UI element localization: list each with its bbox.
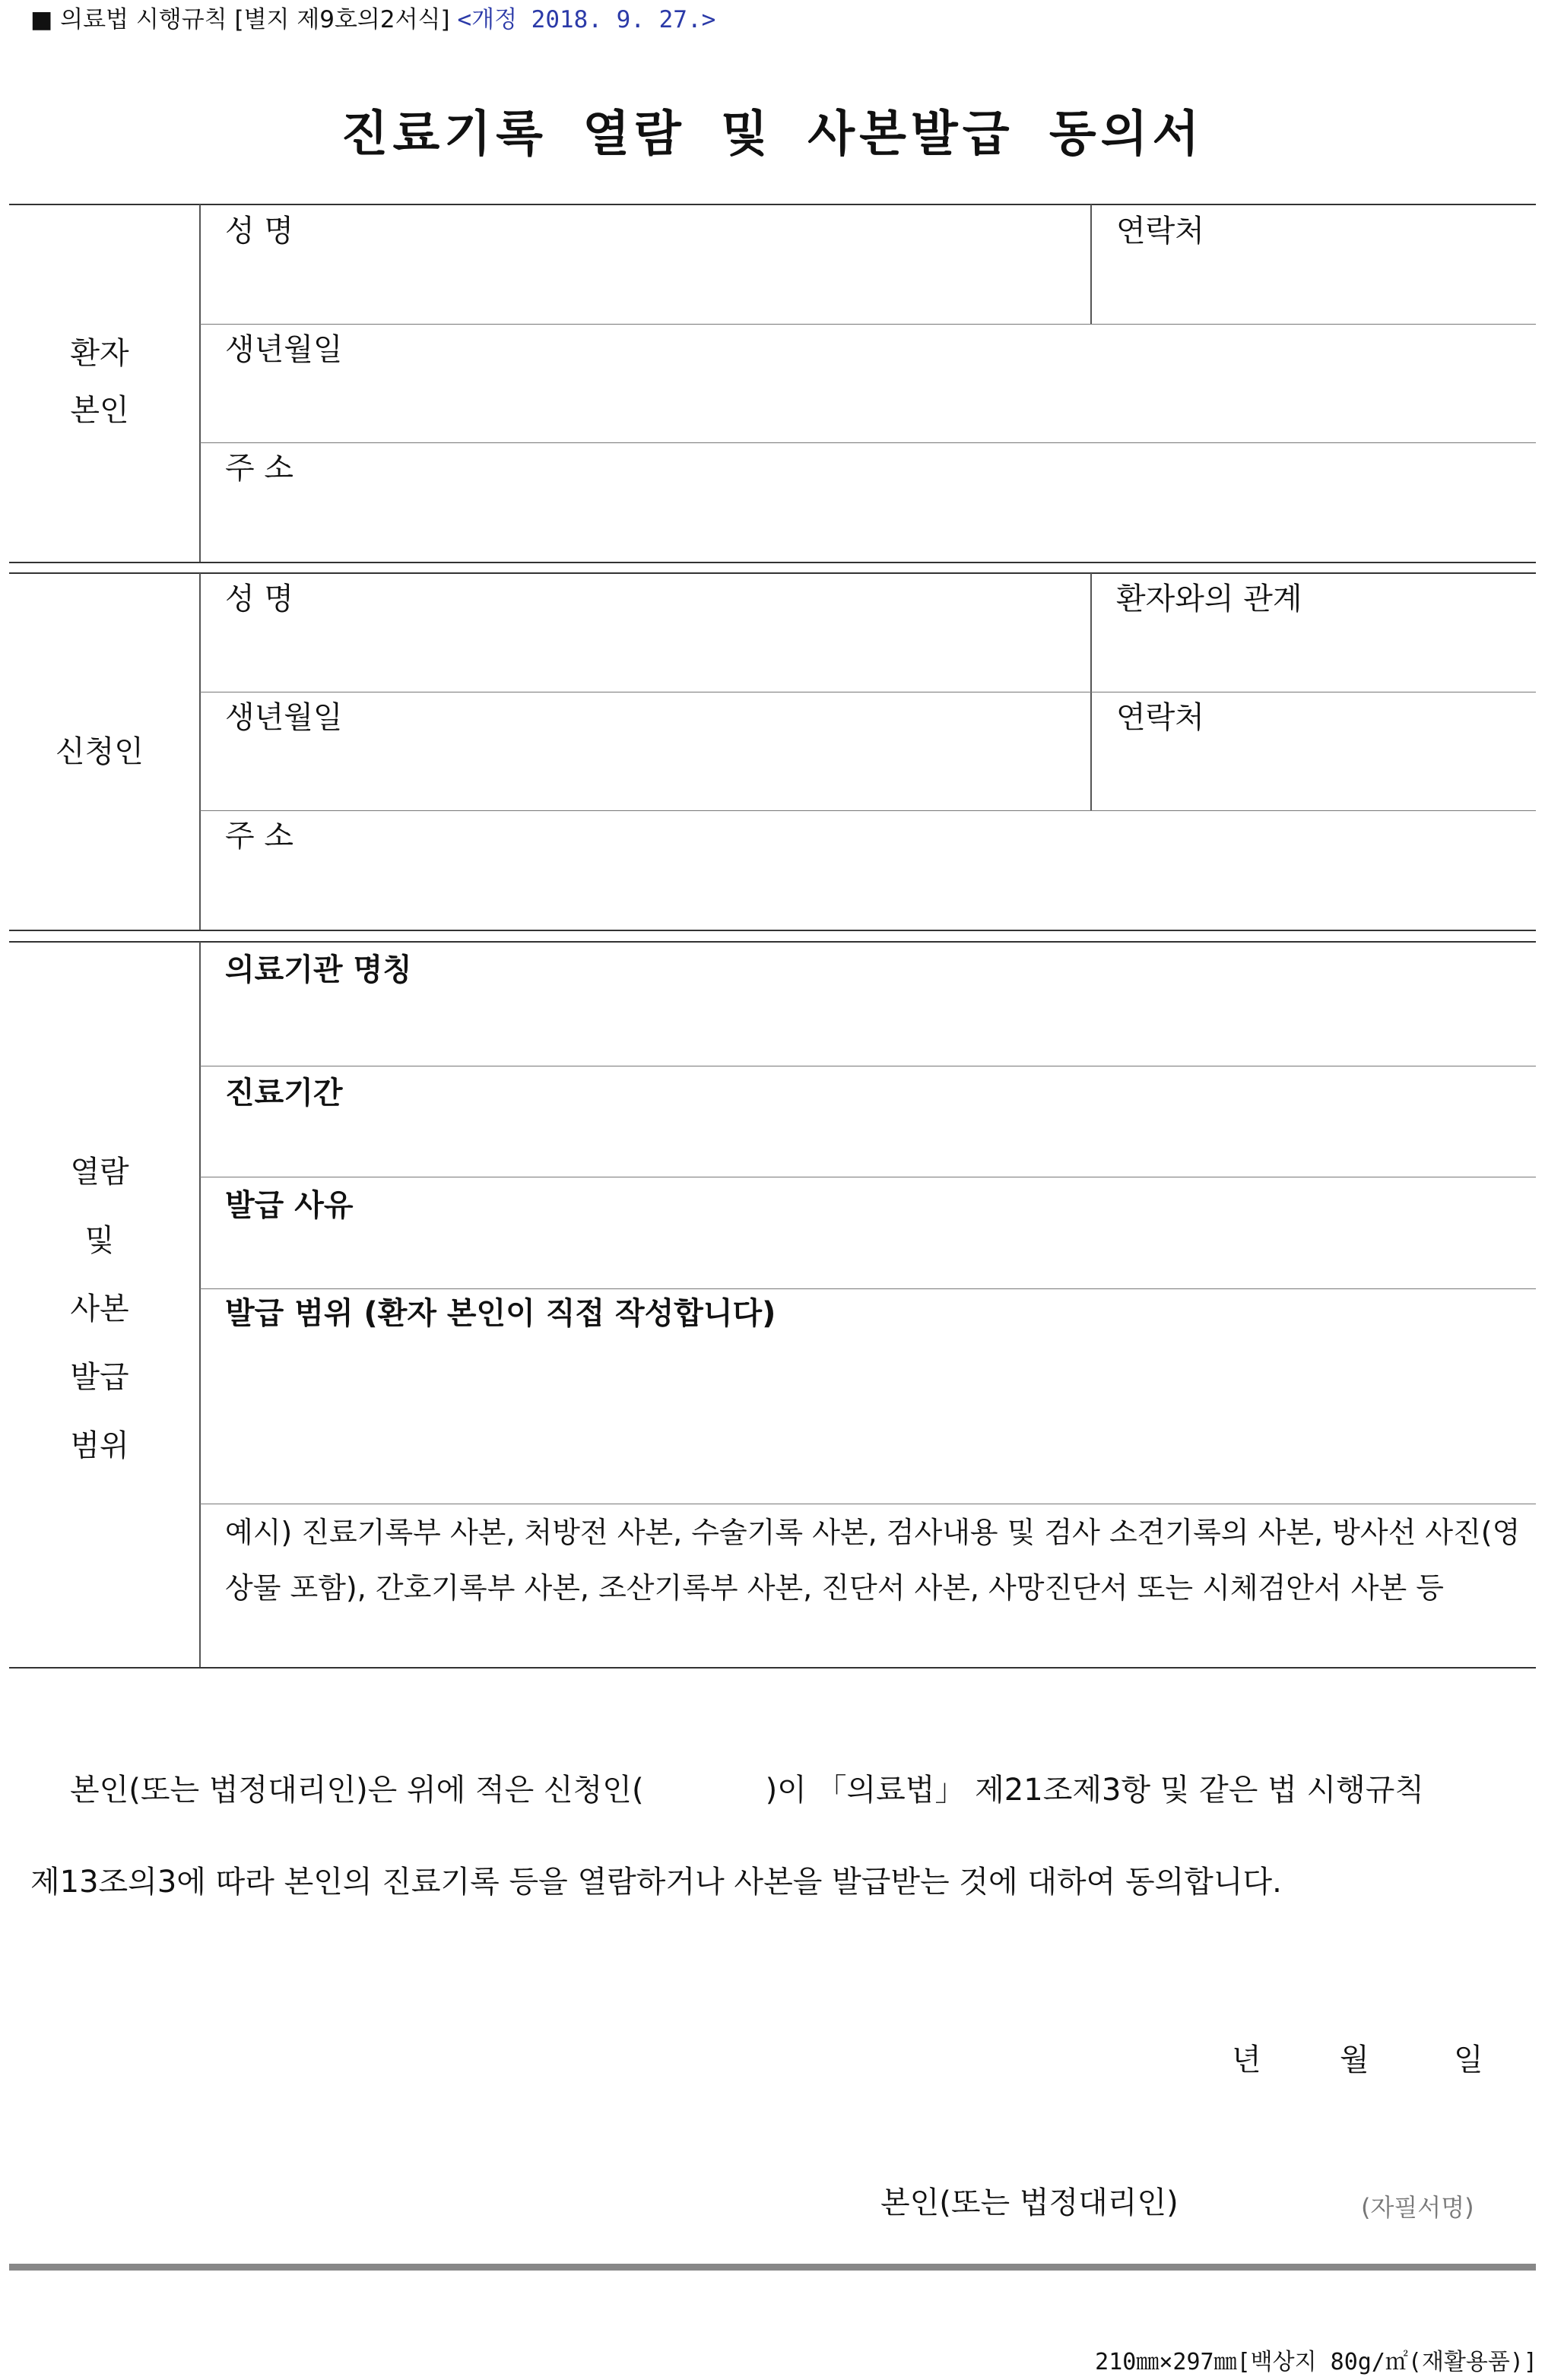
- consent-statement-line2: 제13조의3에 따라 본인의 진료기록 등을 열람하거나 사본을 발급받는 것에 대하여 동의합니다.: [30, 1865, 1282, 1900]
- applicant-name-field[interactable]: 성 명: [225, 582, 293, 616]
- issue-range-example: 예시) 진료기록부 사본, 처방전 사본, 수술기록 사본, 검사내용 및 검사 소견기록의 사본, 방사선 사진(영상물 포함), 간호기록부 사본, 조산기록부 사본, 진단서 사본, 사망진단서 또는 시체검안서 사본 등: [225, 1516, 1521, 1605]
- paper-spec: 210㎜×297㎜[백상지 80g/㎡(재활용품)]: [1095, 2349, 1537, 2375]
- applicant-relation-field[interactable]: 환자와의 관계: [1116, 582, 1302, 616]
- patient-name-field[interactable]: 성 명: [225, 214, 293, 249]
- table-top-border: [9, 204, 1536, 205]
- applicant-contact-field[interactable]: 연락처: [1116, 700, 1204, 735]
- date-year-field[interactable]: 년: [1232, 2042, 1261, 2077]
- scope-label-divider: [199, 942, 201, 1668]
- section-separator: [9, 941, 1536, 943]
- patient-birthdate-field[interactable]: 생년월일: [225, 332, 343, 367]
- patient-address-field[interactable]: 주 소: [225, 451, 293, 486]
- date-month-field[interactable]: 월: [1340, 2042, 1369, 2077]
- issue-range-field[interactable]: 발급 범위 (환자 본인이 직접 작성합니다): [225, 1296, 776, 1331]
- table-bottom-border: [9, 1667, 1536, 1669]
- row-divider: [200, 324, 1536, 325]
- revision-date: <개정 2018. 9. 27.>: [457, 6, 716, 33]
- treatment-period-field[interactable]: 진료기간: [225, 1076, 343, 1111]
- applicant-label-divider: [199, 573, 201, 930]
- section-separator: [9, 562, 1536, 563]
- date-day-field[interactable]: 일: [1454, 2042, 1483, 2077]
- form-header: [30, 3, 715, 36]
- scope-section-label: 열람 및 사본 발급 범위: [70, 1155, 129, 1463]
- patient-label-divider: [199, 204, 201, 562]
- signature-field[interactable]: (자필서명): [1361, 2193, 1474, 2222]
- patient-section-label: 환자 본인: [70, 336, 129, 428]
- signer-label: 본인(또는 법정대리인): [880, 2185, 1179, 2220]
- issue-reason-field[interactable]: 발급 사유: [225, 1188, 354, 1223]
- institution-name-field[interactable]: 의료기관 명칭: [225, 952, 412, 987]
- row-divider: [200, 1288, 1536, 1289]
- patient-name-contact-divider: [1090, 204, 1092, 324]
- row-divider: [200, 442, 1536, 443]
- document-title: 진료기록 열람 및 사본발급 동의서: [341, 106, 1204, 163]
- applicant-section-label: 신청인: [56, 734, 144, 769]
- patient-contact-field[interactable]: 연락처: [1116, 214, 1204, 249]
- consent-statement-line1: 본인(또는 법정대리인)은 위에 적은 신청인( )이 「의료법」 제21조제3항 및 같은 법 시행규칙: [70, 1773, 1425, 1808]
- form-info: ■ 의료법 시행규칙 [별지 제9호의2서식]: [30, 6, 450, 33]
- applicant-address-field[interactable]: 주 소: [225, 819, 293, 854]
- footer-rule: [9, 2264, 1536, 2271]
- section-separator: [9, 572, 1536, 574]
- applicant-birthdate-field[interactable]: 생년월일: [225, 700, 343, 735]
- row-divider: [200, 810, 1536, 811]
- section-separator: [9, 930, 1536, 931]
